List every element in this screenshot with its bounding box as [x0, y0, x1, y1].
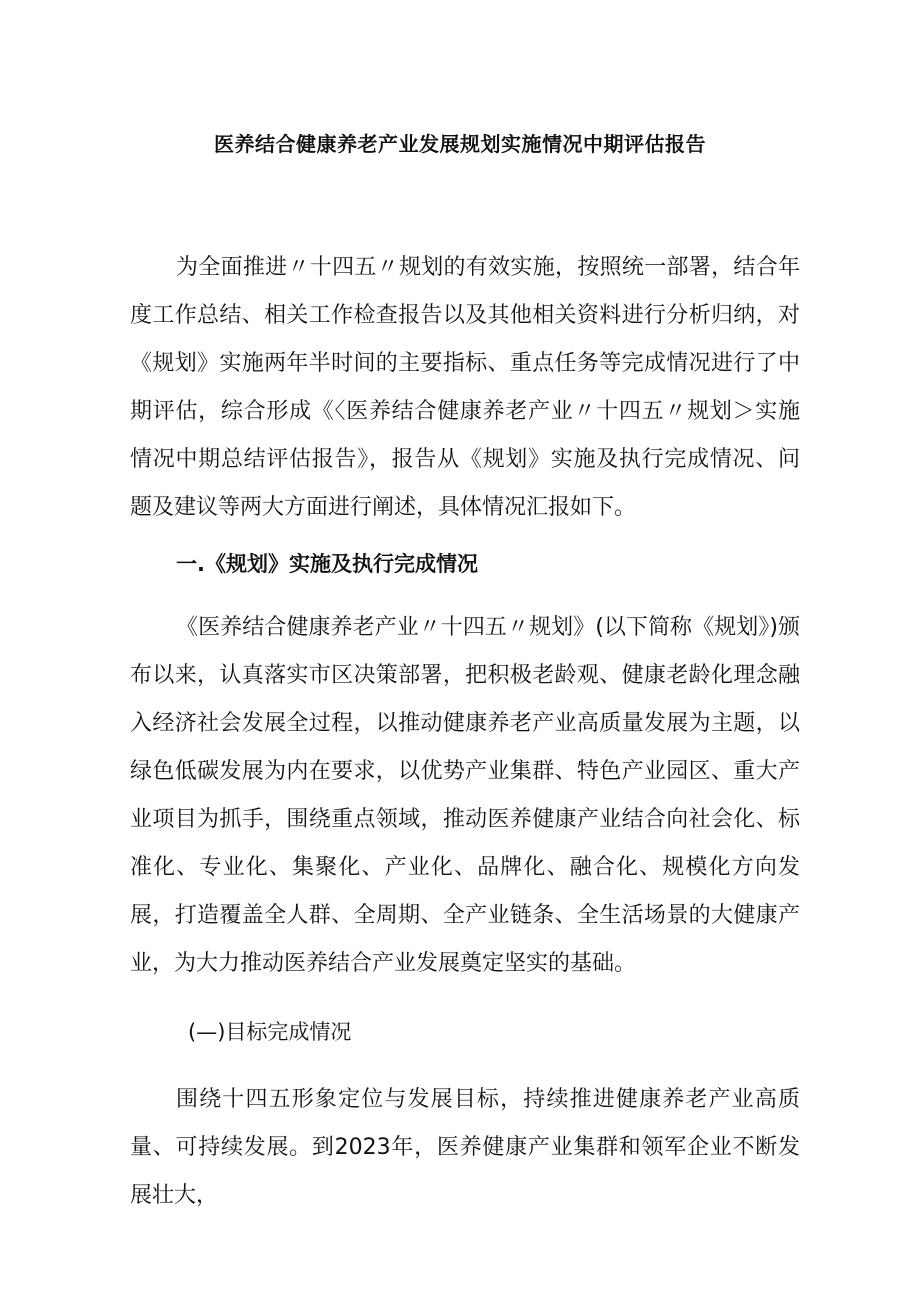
document-title: 医养结合健康养老产业发展规划实施情况中期评估报告 [214, 132, 706, 156]
section-heading-1: 一.《规划》实施及执行完成情况 [176, 552, 478, 576]
paragraph-overview: 《医养结合健康养老产业〃十四五〃规划》(以下简称《规划》)颁布以来，认真落实市区决策部署，把积极老龄观、健康老龄化理念融入经济社会发展全过程，以推动健康养老产业高质量发展为主题，以绿色低碳发展为内在要求，以优势产业集群、特色产业园区、重大产业项目为抓手，围绕重点领域，推动医养健康产业结合向社会化、标准化、专业化、集聚化、产业化、品牌化、融合化、规模化方向发展，打造覆盖全人群、全周期、全产业链条、全生活场景的大健康产业，为大力推动医养结合产业发展奠定坚实的基础。 [130, 615, 800, 976]
subsection-heading-1: (—)目标完成情况 [188, 1020, 352, 1044]
paragraph-goals: 围绕十四五形象定位与发展目标，持续推进健康养老产业高质量、可持续发展。到2023年，医养健康产业集群和领军企业不断发展壮大， [130, 1087, 800, 1208]
paragraph-intro: 为全面推进〃十四五〃规划的有效实施，按照统一部署，结合年度工作总结、相关工作检查报告以及其他相关资料进行分析归纳，对《规划》实施两年半时间的主要指标、重点任务等完成情况进行了中期评估，综合形成《〈医养结合健康养老产业〃十四五〃规划＞实施情况中期总结评估报告》，报告从《规划》实施及执行完成情况、问题及建议等两大方面进行阐述，具体情况汇报如下。 [130, 255, 800, 520]
